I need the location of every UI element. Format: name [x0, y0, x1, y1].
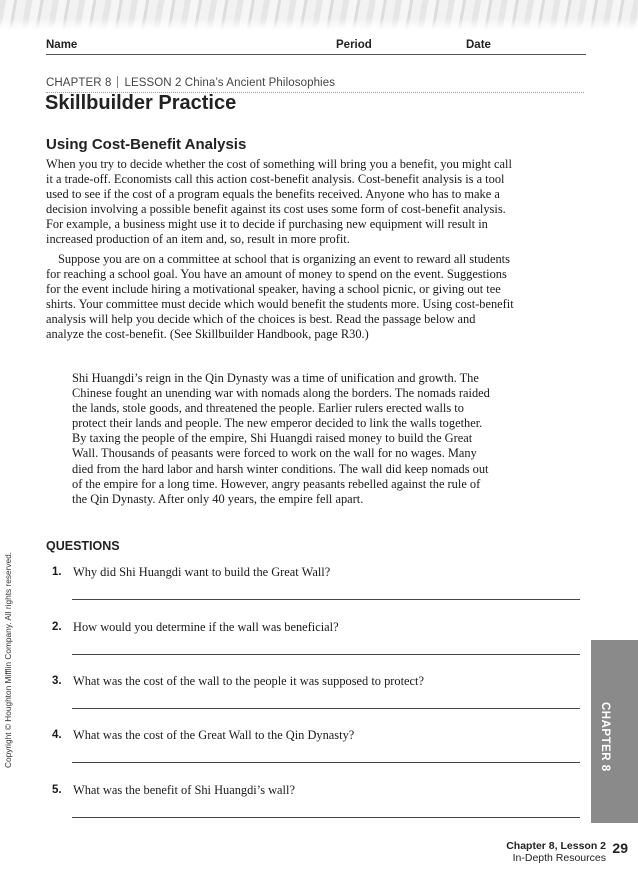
answer-line[interactable]	[72, 654, 580, 655]
scenario-paragraph: Suppose you are on a committee at school that is organizing an event to reward all students for reaching a school goal. You have an amount of money to spend on the event. Suggestions for the event include hiring a motivational speaker, having a school picnic, or giving out tee shirts. Your committee must decide which would benefit the students more. Using cost-benefit analysis will help you decide which of the choices is best. Read the passage below and analyze the cost-benefit. (See Skillbuilder Handbook, page R30.)	[46, 252, 514, 342]
question-number: 5.	[52, 784, 62, 796]
copyright-notice: Copyright © Houghton Mifflin Company. All rights reserved.	[3, 551, 13, 768]
question-number: 3.	[52, 675, 62, 687]
footer-resource: In-Depth Resources	[512, 852, 606, 864]
answer-line[interactable]	[72, 599, 580, 600]
section-title: Using Cost-Benefit Analysis	[46, 136, 247, 153]
date-label: Date	[466, 39, 491, 51]
chapter-separator	[117, 76, 118, 88]
answer-line[interactable]	[72, 708, 580, 709]
decorative-banner	[0, 0, 638, 30]
period-label: Period	[336, 39, 372, 51]
footer-lesson: Chapter 8, Lesson 2	[506, 840, 606, 852]
name-label: Name	[46, 39, 78, 51]
name-period-date-row	[46, 38, 586, 55]
passage: Shi Huangdi’s reign in the Qin Dynasty was a time of unification and growth. The Chinese fought an unending war with nomads along the borders. The nomads raided the lands, stole goods, and threatened the people. Earlier rulers erected walls to protect their lands and people. The new emperor decided to link the walls together. By taxing the people of the empire, Shi Huangdi raised money to build the Great Wall. Thousands of peasants were forced to work on the wall for no wages. Many died from the hard labor and harsh winter conditions. The wall did keep nomads out of the empire for a long time. However, angry peasants rebelled against the rule of the Qin Dynasty. After only 40 years, the empire fell apart.	[72, 371, 490, 506]
lesson-label: LESSON 2 China’s Ancient Philosophies	[124, 77, 336, 89]
question-text: What was the cost of the Great Wall to the Qin Dynasty?	[73, 728, 355, 742]
question-number: 2.	[52, 621, 62, 633]
question-text: How would you determine if the wall was beneficial?	[73, 620, 339, 634]
page-number: 29	[612, 840, 628, 856]
answer-line[interactable]	[72, 762, 580, 763]
intro-paragraph: When you try to decide whether the cost of something will bring you a benefit, you might call it a trade-off. Economists call this action cost-benefit analysis. Cost-benefit analysis is a tool used to see if the cost of a program equals the benefits received. Anyone who has to make a decision involving a possible benefit against its cost uses some form of cost-benefit analysis. For example, a business might use it to decide if purchasing new equipment will result in increased production of an item and, so, result in more profit.	[46, 157, 512, 247]
question-text: What was the benefit of Shi Huangdi’s wall?	[73, 783, 295, 797]
chapter-lesson-line	[46, 76, 335, 89]
page-title: Skillbuilder Practice	[45, 92, 237, 114]
question-text: What was the cost of the wall to the people it was supposed to protect?	[73, 674, 424, 688]
question-number: 1.	[52, 566, 62, 578]
question-number: 4.	[52, 729, 62, 741]
side-tab-label: CHAPTER 8	[599, 702, 611, 772]
page-footer	[506, 840, 628, 864]
questions-heading: QUESTIONS	[46, 539, 120, 553]
question-text: Why did Shi Huangdi want to build the Great Wall?	[73, 565, 331, 579]
answer-line[interactable]	[72, 817, 580, 818]
chapter-label: CHAPTER 8	[46, 77, 112, 89]
